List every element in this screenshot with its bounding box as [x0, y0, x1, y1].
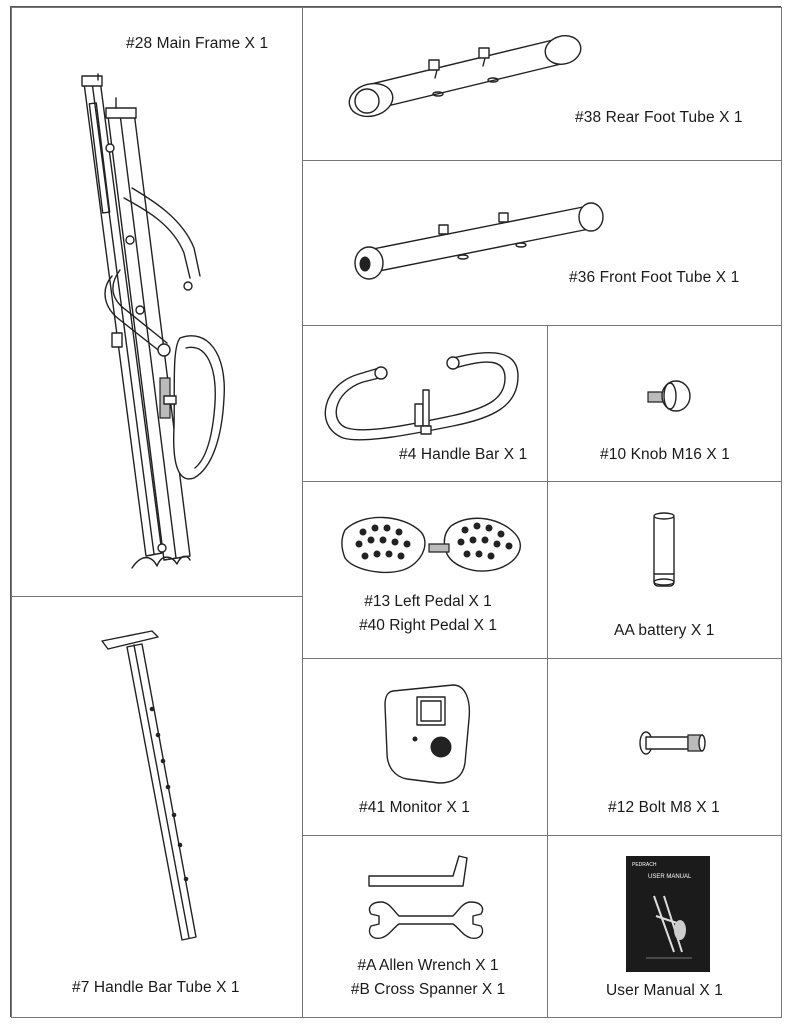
label-handle-bar: #4 Handle Bar X 1: [399, 446, 528, 463]
label-allen-wrench: #A Allen Wrench X 1: [357, 957, 499, 974]
manual-brand: PEDRACH: [632, 862, 657, 868]
cell-knob: [547, 325, 782, 482]
rear-foot-tube-illustration: [303, 8, 783, 162]
cell-handle-bar: [302, 325, 548, 482]
label-main-frame: #28 Main Frame X 1: [126, 35, 269, 52]
label-left-pedal: #13 Left Pedal X 1: [364, 593, 492, 610]
tools-illustration: [303, 836, 549, 1019]
bolt-illustration: [548, 659, 783, 837]
cell-monitor: [302, 658, 548, 836]
label-right-pedal: #40 Right Pedal X 1: [359, 617, 497, 634]
cell-handle-bar-tube: [11, 596, 303, 1018]
pedals-illustration: [303, 482, 549, 660]
cell-front-foot-tube: [302, 160, 782, 326]
cell-pedals: [302, 481, 548, 659]
battery-illustration: [548, 482, 783, 660]
main-frame-illustration: [12, 8, 304, 598]
cell-user-manual: [547, 835, 782, 1018]
label-bolt: #12 Bolt M8 X 1: [608, 799, 720, 816]
label-monitor: #41 Monitor X 1: [359, 799, 470, 816]
label-cross-spanner: #B Cross Spanner X 1: [350, 981, 506, 998]
handle-bar-illustration: [303, 326, 549, 483]
parts-list-sheet: [10, 6, 781, 1017]
label-knob: #10 Knob M16 X 1: [600, 446, 730, 463]
monitor-illustration: [303, 659, 549, 837]
manual-title: USER MANUAL: [648, 874, 692, 880]
cell-main-frame: [11, 7, 303, 597]
label-handle-bar-tube: #7 Handle Bar Tube X 1: [72, 979, 240, 996]
knob-illustration: [548, 326, 783, 483]
cell-rear-foot-tube: [302, 7, 782, 161]
cell-battery: [547, 481, 782, 659]
label-rear-foot-tube: #38 Rear Foot Tube X 1: [575, 109, 743, 126]
label-user-manual: User Manual X 1: [606, 982, 723, 999]
user-manual-cover: [626, 856, 710, 972]
cell-tools: [302, 835, 548, 1018]
handle-bar-tube-illustration: [12, 597, 304, 1019]
label-front-foot-tube: #36 Front Foot Tube X 1: [569, 269, 740, 286]
front-foot-tube-illustration: [303, 161, 783, 327]
cell-bolt: [547, 658, 782, 836]
manual-bike-image: [626, 856, 710, 972]
label-battery: AA battery X 1: [614, 622, 715, 639]
